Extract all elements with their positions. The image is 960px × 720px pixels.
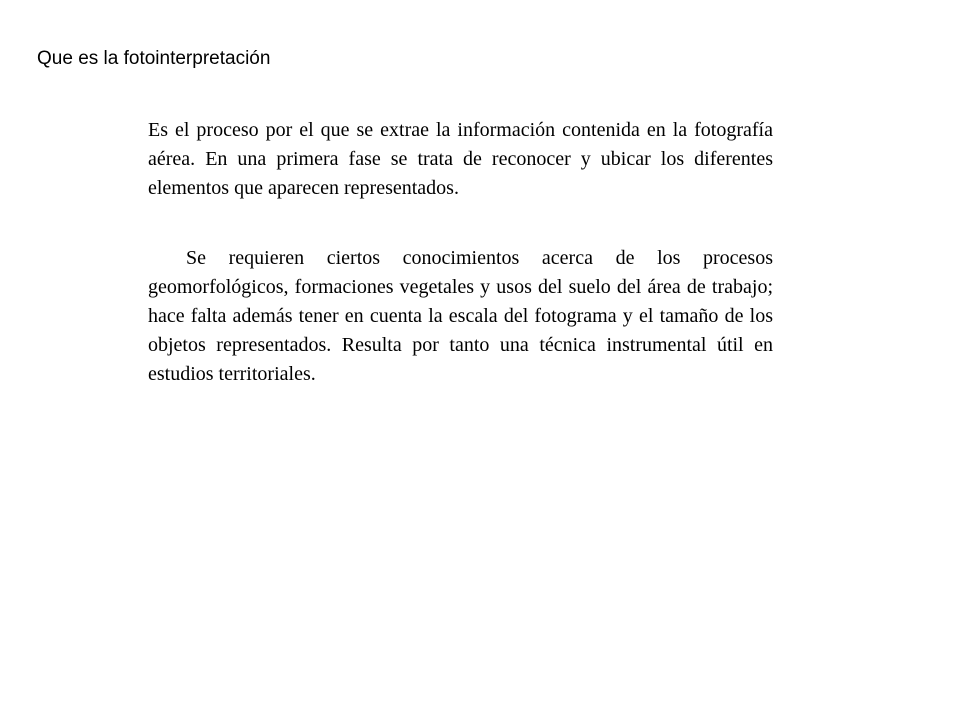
paragraph-requirements: Se requieren ciertos conocimientos acerca de los procesos geomorfológicos, formaciones vegetales y usos del suelo del área de trabajo; hace falta además tener en cuenta la escala del fotograma y el tamaño de los objetos representados. Resulta por tanto una técnica instrumental útil en estudios territoriales. <box>148 247 773 385</box>
slide-title: Que es la fotointerpretación <box>37 48 271 69</box>
paragraph-definition: Es el proceso por el que se extrae la información contenida en la fotografía aérea. En una primera fase se trata de reconocer y ubicar los diferentes elementos que aparecen representados. <box>148 119 773 199</box>
